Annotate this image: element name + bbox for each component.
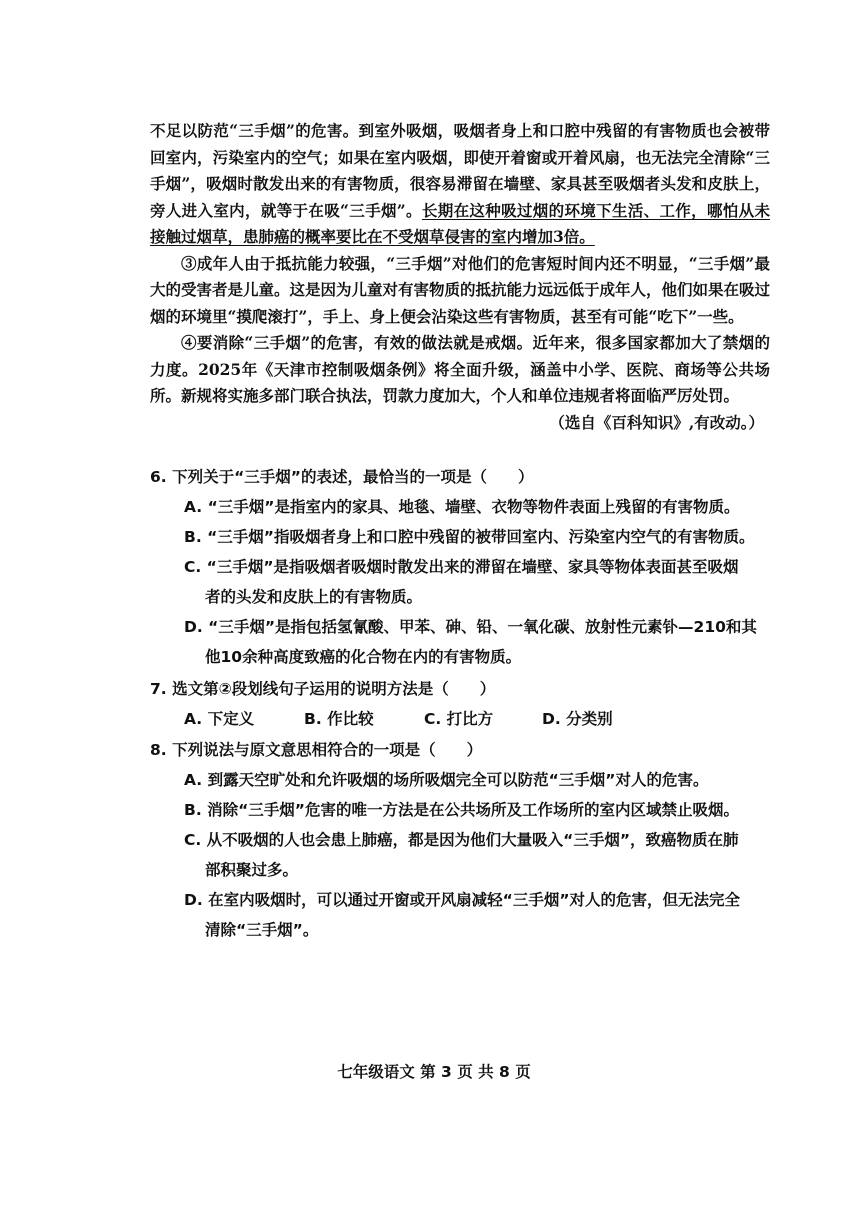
option-text: “三手烟”指吸烟者身上和口腔中残留的被带回室内、污染室内空气的有害物质。 xyxy=(207,528,755,546)
passage-paragraph-4: ④要消除“三手烟”的危害，有效的做法就是戒烟。近年来，很多国家都加大了禁烟的力度。2025年《天津市控制吸烟条例》将全面升级，涵盖中小学、医院、商场等公共场所。新规将实施多部门联合执法，罚款力度加大，个人和单位违规者将面临严厉处罚。 xyxy=(150,333,770,405)
option-text: 分类别 xyxy=(566,710,613,728)
option-text-cont: 者的头发和皮肤上的有害物质。 xyxy=(205,588,423,606)
option-d[interactable] xyxy=(184,885,775,945)
option-label: A. xyxy=(184,771,203,789)
option-label: A. xyxy=(184,498,203,516)
option-text: “三手烟”是指包括氢氰酸、甲苯、砷、铅、一氧化碳、放射性元素钋—210和其 xyxy=(208,618,757,636)
inline-options xyxy=(184,704,775,734)
option-text-cont: 部积聚过多。 xyxy=(205,861,299,879)
option-label: D. xyxy=(184,618,203,636)
option-a[interactable] xyxy=(184,704,304,734)
option-label: B. xyxy=(304,710,322,728)
page-footer: 七年级语文 第 3 页 共 8 页 xyxy=(337,1063,531,1081)
option-text: 到露天空旷处和允许吸烟的场所吸烟完全可以防范“三手烟”对人的危害。 xyxy=(207,771,709,789)
option-b[interactable] xyxy=(184,795,775,825)
option-label: B. xyxy=(184,801,202,819)
option-text: 作比较 xyxy=(327,710,374,728)
option-a[interactable] xyxy=(184,765,775,795)
option-label: B. xyxy=(184,528,202,546)
reading-passage xyxy=(150,118,770,436)
option-text: “三手烟”是指吸烟者吸烟时散发出来的滞留在墙壁、家具等物体表面甚至吸烟 xyxy=(206,558,739,576)
option-c[interactable] xyxy=(184,552,775,612)
option-b[interactable] xyxy=(304,704,424,734)
passage-line: 不足以防范“三手烟”的危害。到室外吸烟，吸烟者身上和口腔中残留的有害物质也会被 xyxy=(150,121,755,140)
option-text-cont: 他10余种高度致癌的化合物在内的有害物质。 xyxy=(205,648,522,666)
passage-line: “三手烟”，吸烟时散发出来的有害物质，很容易滞留在墙壁、家具甚至吸烟者头发和皮 xyxy=(150,147,770,193)
question-6 xyxy=(150,462,775,672)
passage-paragraph-3: ③成年人由于抵抗能力较强，“三手烟”对他们的危害短时间内还不明显，“三手烟”最大的受害者是儿童。这是因为儿童对有害物质的抵抗能力远远低于成年人，他们如果在吸过烟的环境里“摸爬滚打”，手上、身上便会沾染这些有害物质，甚至有可能“吃下”一些。 xyxy=(150,253,771,326)
question-stem: 8. 下列说法与原文意思相符合的一项是（ ） xyxy=(150,741,483,759)
option-label: C. xyxy=(184,831,202,849)
option-label: D. xyxy=(542,710,561,728)
option-label: A. xyxy=(184,710,203,728)
option-text: 打比方 xyxy=(446,710,494,728)
passage-line: 肤上，旁人进入室内，就等于在吸“三手烟”。 xyxy=(150,174,770,220)
option-text: 下定义 xyxy=(207,710,255,728)
passage-paragraph-2 xyxy=(150,118,770,251)
question-stem: 6. 下列关于“三手烟”的表述，最恰当的一项是（ ） xyxy=(150,468,534,486)
option-label: D. xyxy=(184,891,203,909)
option-text: 从不吸烟的人也会患上肺癌，都是因为他们大量吸入“三手烟”，致癌物质在肺 xyxy=(206,831,739,849)
question-stem: 7. 选文第②段划线句子运用的说明方法是（ ） xyxy=(150,680,496,698)
question-8 xyxy=(150,735,775,945)
option-d[interactable] xyxy=(542,704,613,734)
underlined-sentence: 长期在这种吸过烟的环境下生活、工作，哪怕从未接触过烟草，患肺癌的概率要比在不受烟草侵害的室内增加3倍。 xyxy=(150,200,770,246)
option-a[interactable] xyxy=(184,492,775,522)
option-text: 在室内吸烟时，可以通过开窗或开风扇减轻“三手烟”对人的危害，但无法完全 xyxy=(208,891,741,909)
option-c[interactable] xyxy=(184,825,775,885)
option-c[interactable] xyxy=(424,704,542,734)
passage-source: （选自《百科知识》,有改动。） xyxy=(549,412,764,432)
option-b[interactable] xyxy=(184,522,775,552)
option-text-cont: 清除“三手烟”。 xyxy=(205,921,319,939)
option-label: C. xyxy=(424,710,442,728)
option-text: “三手烟”是指室内的家具、地毯、墙壁、衣物等物件表面上残留的有害物质。 xyxy=(207,498,740,516)
option-label: C. xyxy=(184,558,202,576)
passage-line: 带回室内，污染室内的空气；如果在室内吸烟，即使开着窗或开着风扇，也无法完全清除 xyxy=(150,121,770,167)
question-7 xyxy=(150,674,775,734)
option-text: 消除“三手烟”危害的唯一方法是在公共场所及工作场所的室内区域禁止吸烟。 xyxy=(207,801,739,819)
option-d[interactable] xyxy=(184,612,775,672)
